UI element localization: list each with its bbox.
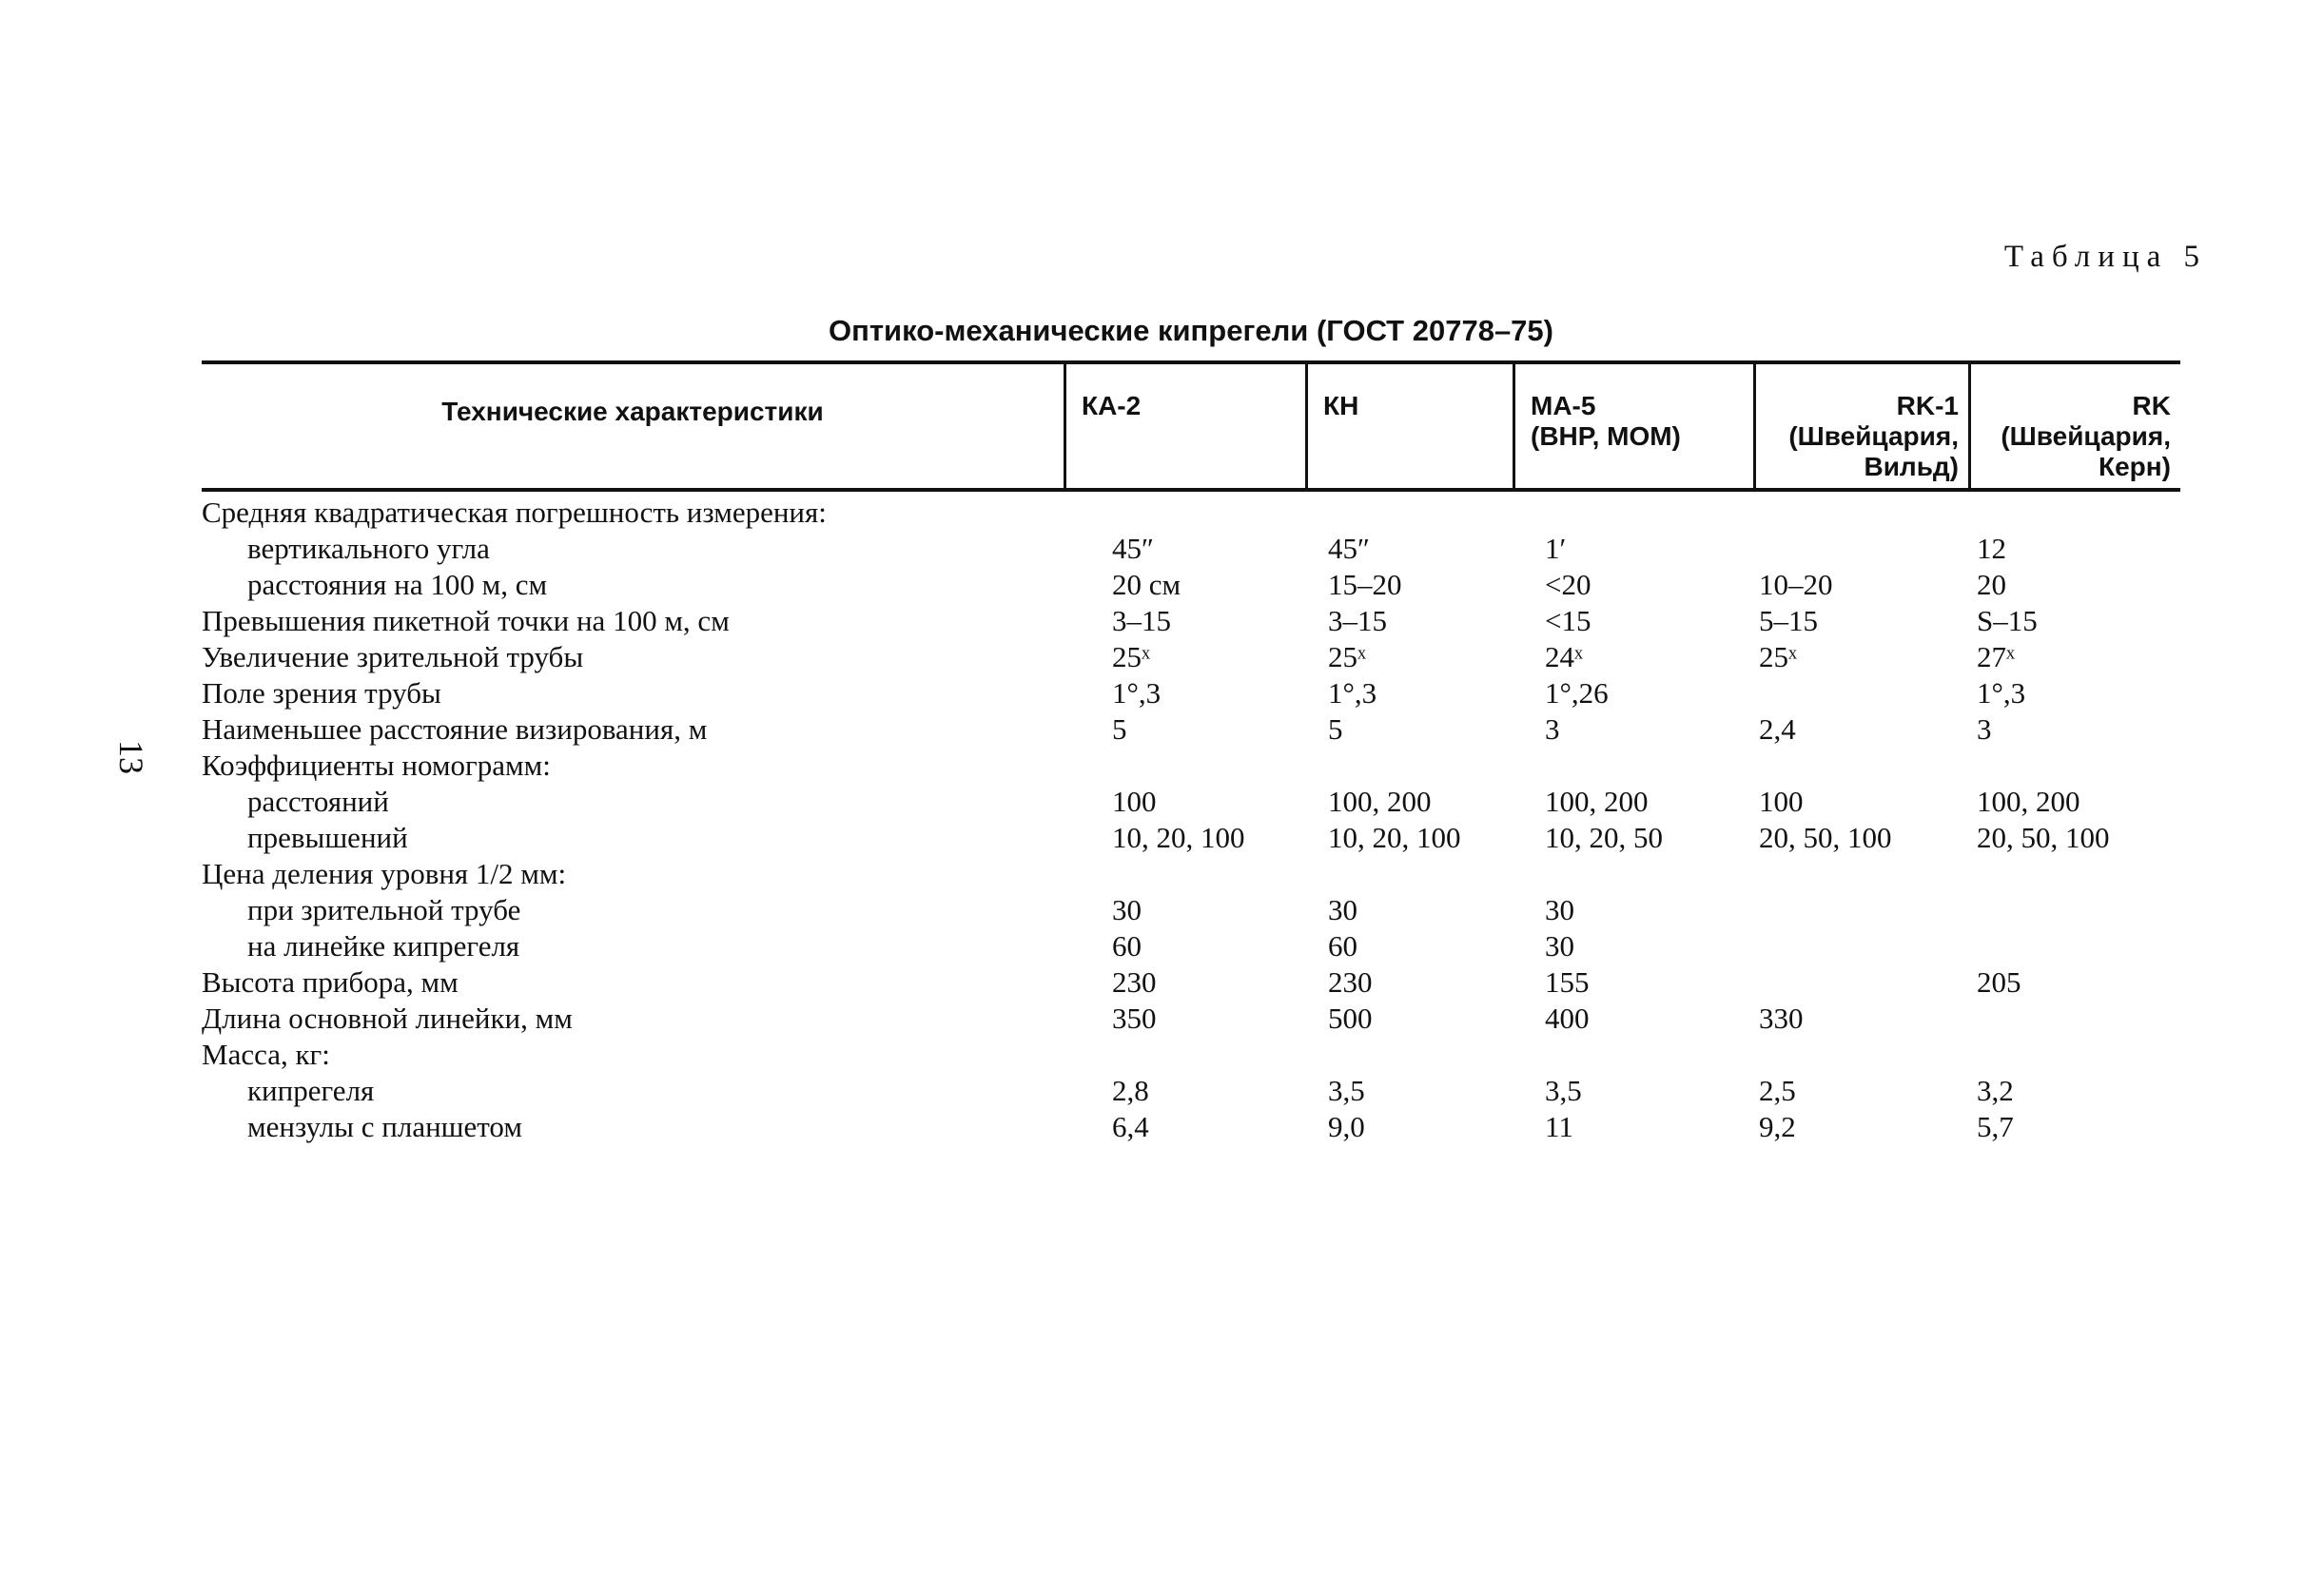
row-value: 9,2 xyxy=(1759,1110,1796,1143)
row-label: Увеличение зрительной трубы xyxy=(202,640,584,673)
row-value: 25ˣ xyxy=(1328,640,1366,673)
row-label: Длина основной линейки, мм xyxy=(202,1002,573,1035)
table-row xyxy=(202,1074,2180,1110)
row-value: <20 xyxy=(1545,568,1591,601)
row-label: на линейке кипрегеля xyxy=(247,929,520,963)
row-label: Цена деления уровня 1/2 мм: xyxy=(202,857,567,890)
row-value: 10, 20, 100 xyxy=(1328,821,1461,854)
row-value: 1′ xyxy=(1545,532,1567,565)
row-value: 3 xyxy=(1545,712,1560,746)
row-label: Наименьшее расстояние визирования, м xyxy=(202,712,708,746)
row-value: 25ˣ xyxy=(1112,640,1150,673)
row-value: 2,5 xyxy=(1759,1074,1796,1107)
row-label: Превышения пикетной точки на 100 м, см xyxy=(202,604,730,637)
row-value: 100, 200 xyxy=(1545,785,1649,818)
row-value: 10, 20, 50 xyxy=(1545,821,1663,854)
header-kn: КН xyxy=(1305,364,1513,488)
row-value: 1°,26 xyxy=(1545,676,1609,710)
row-value: 5 xyxy=(1112,712,1127,746)
row-value: 12 xyxy=(1977,532,2006,565)
table-row xyxy=(202,604,2180,640)
row-label: расстояний xyxy=(247,785,389,818)
row-label: вертикального угла xyxy=(247,532,490,565)
table-row xyxy=(202,857,2180,893)
row-value: 5 xyxy=(1328,712,1343,746)
row-value: 60 xyxy=(1112,929,1142,963)
table-title: Оптико-механические кипрегели (ГОСТ 20778–75) xyxy=(829,314,1553,347)
header-rk: RK (Швейцария, Керн) xyxy=(1968,364,2180,488)
row-value: 1°,3 xyxy=(1977,676,2026,710)
row-label: Высота прибора, мм xyxy=(202,965,459,999)
row-value: 60 xyxy=(1328,929,1357,963)
table-row xyxy=(202,1110,2180,1146)
table-row xyxy=(202,893,2180,929)
header-ka2: КА-2 xyxy=(1064,364,1305,488)
table-row xyxy=(202,496,2180,532)
row-value: 3,5 xyxy=(1545,1074,1582,1107)
row-value: 3 xyxy=(1977,712,1992,746)
row-value: 10, 20, 100 xyxy=(1112,821,1245,854)
row-value: 500 xyxy=(1328,1002,1373,1035)
row-value: 205 xyxy=(1977,965,2021,999)
row-value: 2,4 xyxy=(1759,712,1796,746)
row-value: 10–20 xyxy=(1759,568,1833,601)
row-value: 1°,3 xyxy=(1328,676,1377,710)
row-value: 20, 50, 100 xyxy=(1977,821,2110,854)
row-value: 20 xyxy=(1977,568,2006,601)
row-value: 100, 200 xyxy=(1328,785,1432,818)
row-value: 330 xyxy=(1759,1002,1804,1035)
row-label: при зрительной трубе xyxy=(247,893,521,926)
row-value: 230 xyxy=(1112,965,1157,999)
row-label: Масса, кг: xyxy=(202,1038,330,1071)
row-value: 30 xyxy=(1545,929,1574,963)
row-value: 30 xyxy=(1545,893,1574,926)
table-row xyxy=(202,712,2180,749)
row-label: превышений xyxy=(247,821,408,854)
row-label: кипрегеля xyxy=(247,1074,375,1107)
row-value: 5,7 xyxy=(1977,1110,2014,1143)
row-label: расстояния на 100 м, см xyxy=(247,568,548,601)
row-value: 3,5 xyxy=(1328,1074,1365,1107)
row-value: 155 xyxy=(1545,965,1590,999)
table-row xyxy=(202,676,2180,712)
table-row xyxy=(202,821,2180,857)
row-value: 3–15 xyxy=(1328,604,1387,637)
row-value: 25ˣ xyxy=(1759,640,1797,673)
header-rk1: RK-1 (Швейцария, Вильд) xyxy=(1753,364,1968,488)
row-value: 230 xyxy=(1328,965,1373,999)
row-value: 20 см xyxy=(1112,568,1181,601)
row-label: Средняя квадратическая погрешность измерения: xyxy=(202,496,827,529)
page-number: 13 xyxy=(112,740,150,774)
row-value: 30 xyxy=(1112,893,1142,926)
row-value: 11 xyxy=(1545,1110,1573,1143)
row-value: 3,2 xyxy=(1977,1074,2014,1107)
row-label: Поле зрения трубы xyxy=(202,676,441,710)
row-value: 9,0 xyxy=(1328,1110,1365,1143)
row-value: 45″ xyxy=(1112,532,1154,565)
row-value: 100 xyxy=(1112,785,1157,818)
row-value: 24ˣ xyxy=(1545,640,1583,673)
row-value: 30 xyxy=(1328,893,1357,926)
table-row xyxy=(202,785,2180,821)
row-value: S–15 xyxy=(1977,604,2038,637)
table-row xyxy=(202,532,2180,568)
table-header xyxy=(202,364,2180,492)
table-caption: Таблица 5 xyxy=(2003,240,2207,274)
row-value: 100 xyxy=(1759,785,1804,818)
header-ma5: МА-5 (ВНР, МОМ) xyxy=(1513,364,1753,488)
row-value: 2,8 xyxy=(1112,1074,1149,1107)
row-value: 20, 50, 100 xyxy=(1759,821,1892,854)
row-value: 400 xyxy=(1545,1002,1590,1035)
row-value: 350 xyxy=(1112,1002,1157,1035)
row-value: 45″ xyxy=(1328,532,1370,565)
row-value: 100, 200 xyxy=(1977,785,2080,818)
table-row xyxy=(202,929,2180,965)
table-row xyxy=(202,1038,2180,1074)
row-value: 5–15 xyxy=(1759,604,1818,637)
row-value: 6,4 xyxy=(1112,1110,1149,1143)
row-value: 1°,3 xyxy=(1112,676,1162,710)
table-row xyxy=(202,640,2180,676)
table-row xyxy=(202,1002,2180,1038)
header-characteristics: Технические характеристики xyxy=(441,397,824,426)
table-row xyxy=(202,965,2180,1002)
row-label: Коэффициенты номограмм: xyxy=(202,749,551,782)
table-row xyxy=(202,749,2180,785)
row-value: <15 xyxy=(1545,604,1591,637)
row-value: 15–20 xyxy=(1328,568,1402,601)
specs-table xyxy=(202,360,2180,1143)
table-row xyxy=(202,568,2180,604)
row-value: 3–15 xyxy=(1112,604,1171,637)
row-label: мензулы с планшетом xyxy=(247,1110,522,1143)
row-value: 27ˣ xyxy=(1977,640,2015,673)
